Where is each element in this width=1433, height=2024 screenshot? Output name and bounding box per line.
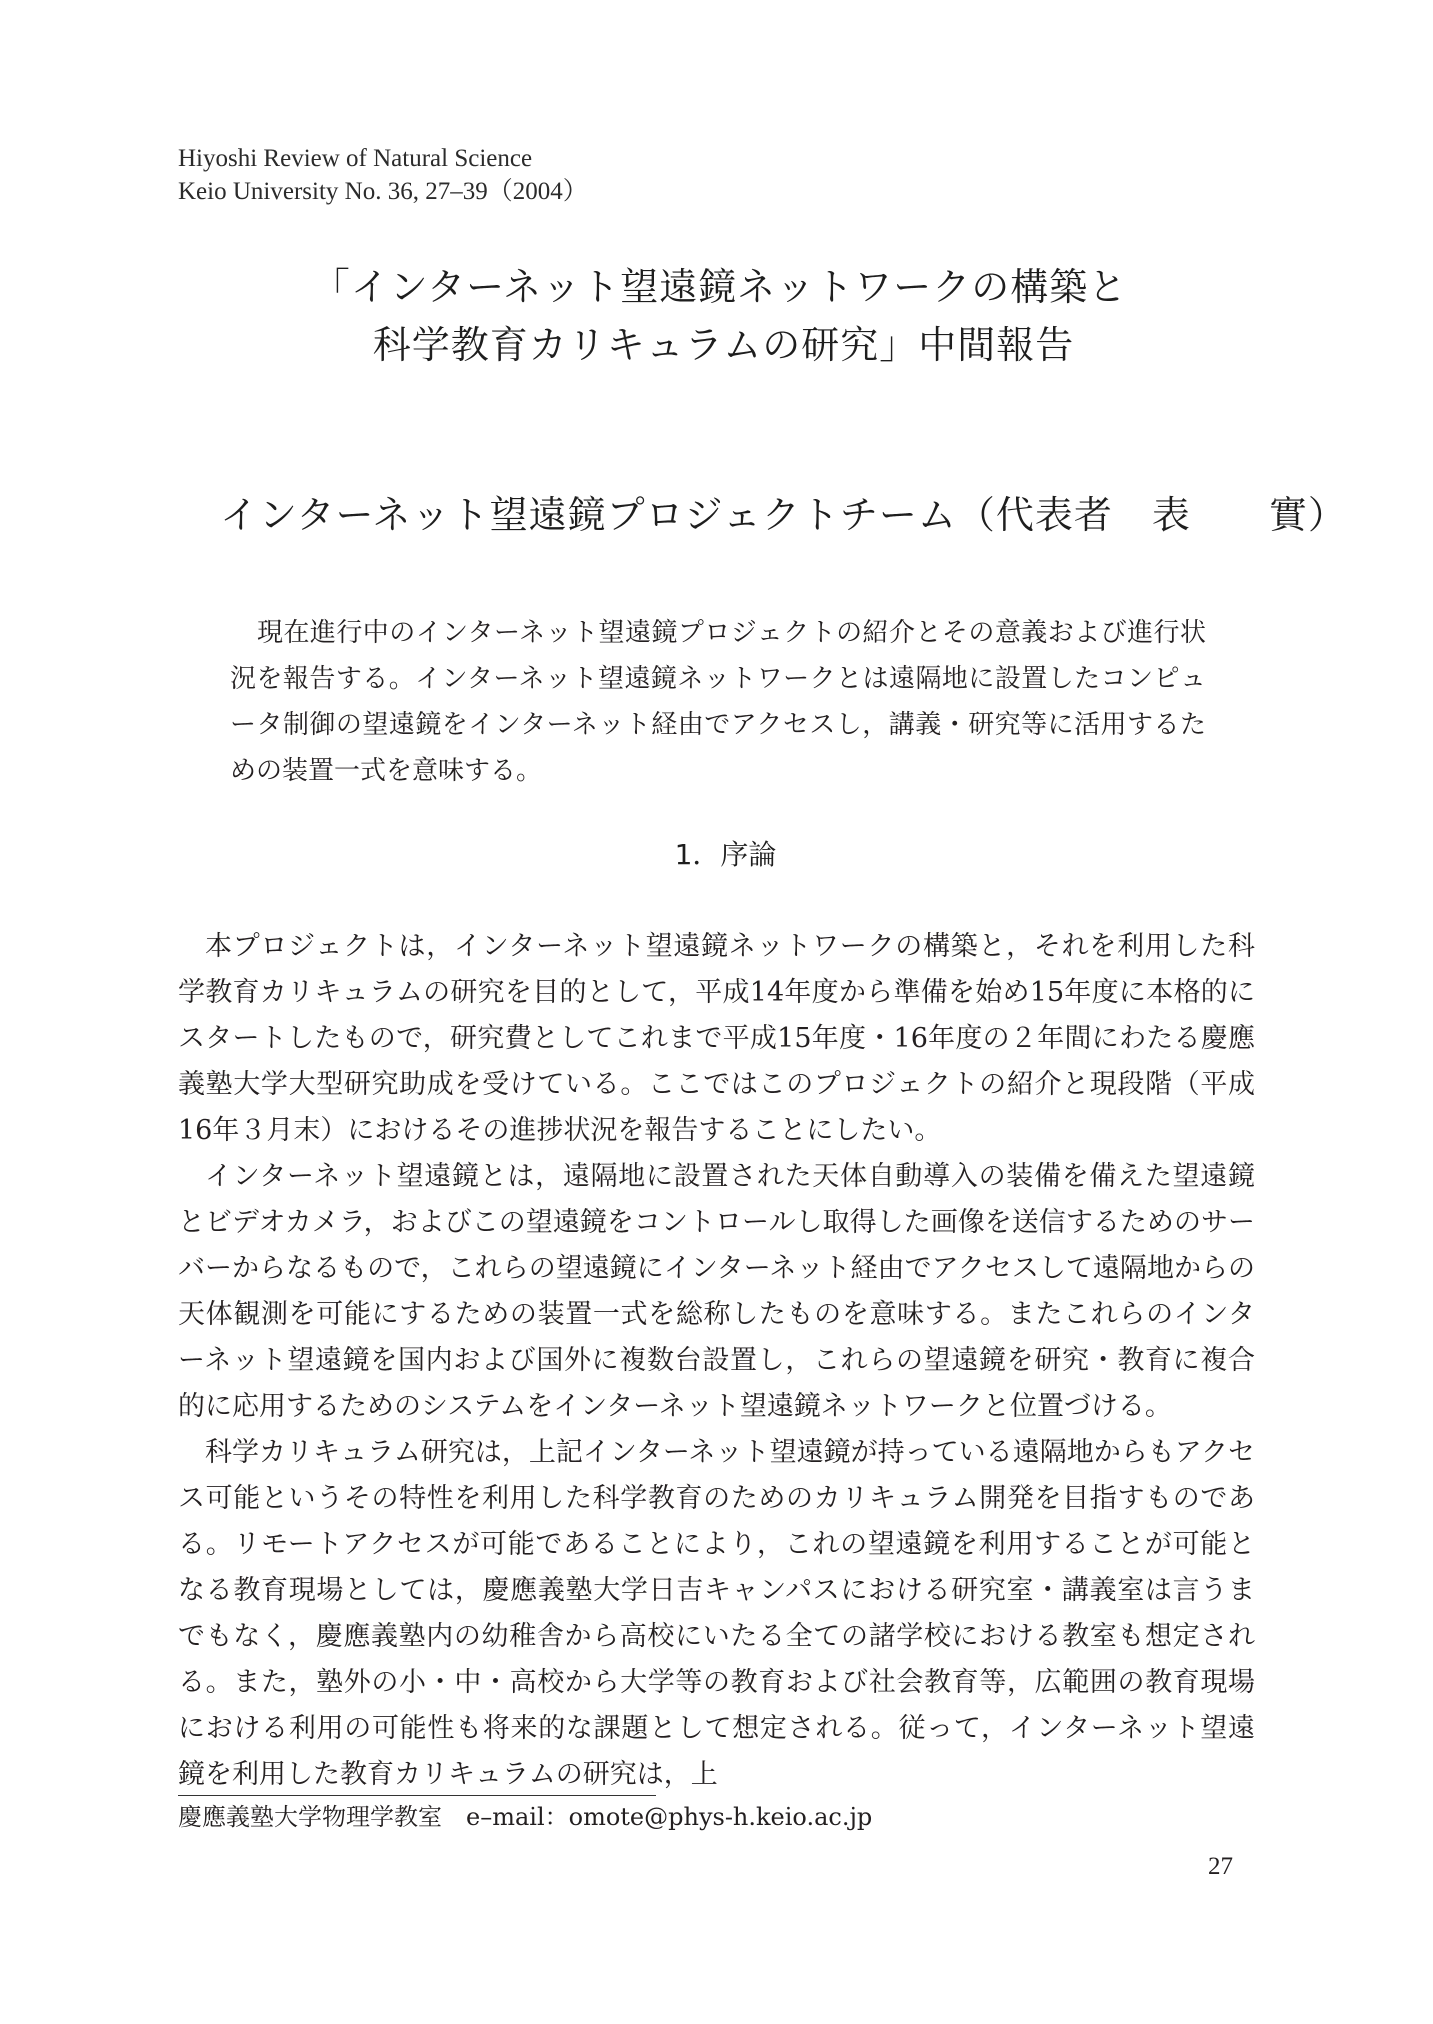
body-text [178,924,1255,1798]
page-number: 27 [1208,1853,1233,1880]
abstract: 現在進行中のインターネット望遠鏡プロジェクトの紹介とその意義および進行状況を報告する。インターネット望遠鏡ネットワークとは遠隔地に設置したコンピュータ制御の望遠鏡をインターネット経由でアクセスし，講義・研究等に活用するための装置一式を意味する。 [230,618,1206,786]
journal-issue: Keio University No. 36, 27–39（2004） [178,178,588,205]
paragraph: インターネット望遠鏡とは，遠隔地に設置された天体自動導入の装備を備えた望遠鏡とビデオカメラ，およびこの望遠鏡をコントロールし取得した画像を送信するためのサーバーからなるもので，これらの望遠鏡にインターネット経由でアクセスして遠隔地からの天体観測を可能にするための装置一式を総称したものを意味する。またこれらのインターネット望遠鏡を国内および国外に複数台設置し，これらの望遠鏡を研究・教育に複合的に応用するためのシステムをインターネット望遠鏡ネットワークと位置づける。 [178,1161,1255,1422]
footnote-divider [178,1795,656,1796]
paragraph: 本プロジェクトは，インターネット望遠鏡ネットワークの構築と，それを利用した科学教育カリキュラムの研究を目的として，平成14年度から準備を始め15年度に本格的にスタートしたもので，研究費としてこれまで平成15年度・16年度の２年間にわたる慶應義塾大学大型研究助成を受けている。ここではこのプロジェクトの紹介と現段階（平成16年３月末）におけるその進捗状況を報告することにしたい。 [178,931,1255,1146]
paragraph: 科学カリキュラム研究は，上記インターネット望遠鏡が持っている遠隔地からもアクセス可能というその特性を利用した科学教育のためのカリキュラム開発を目指すものである。リモートアクセスが可能であることにより，これの望遠鏡を利用することが可能となる教育現場としては，慶應義塾大学日吉キャンパスにおける研究室・講義室は言うまでもなく，慶應義塾内の幼稚舎から高校にいたる全ての諸学校における教室も想定される。また，塾外の小・中・高校から大学等の教育および社会教育等，広範囲の教育現場における利用の可能性も将来的な課題として想定される。従って，インターネット望遠鏡を利用した教育カリキュラムの研究は，上 [178,1437,1255,1790]
author-line: インターネット望遠鏡プロジェクトチーム（代表者 表 實） [220,493,1347,537]
journal-name: Hiyoshi Review of Natural Science [178,145,533,172]
title-line-2: 科学教育カリキュラムの研究」中間報告 [372,323,1075,367]
journal-header [178,142,588,208]
section-heading: 1．序論 [674,838,777,871]
title-line-1: 「インターネット望遠鏡ネットワークの構築と [311,265,1128,309]
paper-title [0,258,1433,374]
footnote: 慶應義塾大学物理学教室 e–mail：omote@phys-h.keio.ac.jp [178,1803,873,1831]
